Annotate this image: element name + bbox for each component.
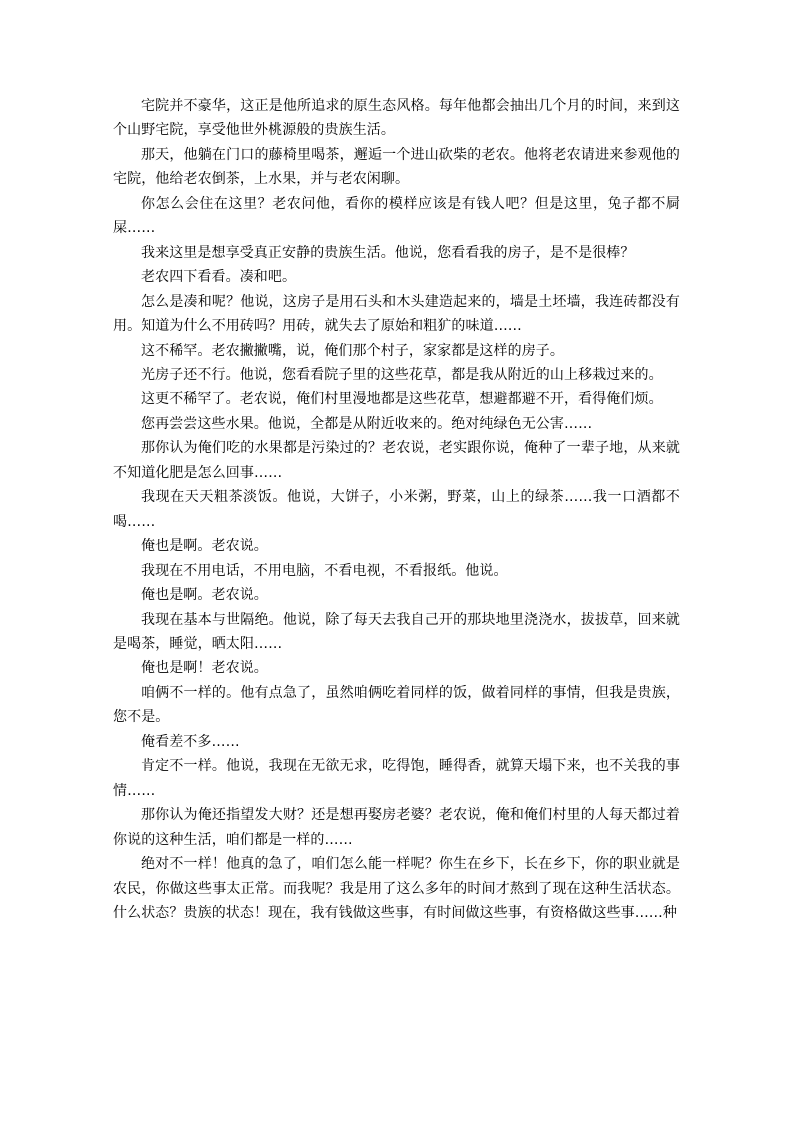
- paragraph: 老农四下看看。凑和吧。: [141, 269, 297, 286]
- paragraph: 俺也是啊！老农说。: [141, 660, 268, 677]
- paragraph: 宅院并不豪华，这正是他所追求的原生态风格。每年他都会抽出几个月的时间，来到这个山野宅院，享受他世外桃源般的贵族生活。: [113, 98, 680, 139]
- paragraph: 我现在基本与世隔绝。他说，除了每天去我自己开的那块地里浇浇水，拔拔草，回来就是喝茶，睡觉，晒太阳……: [113, 611, 680, 652]
- paragraph: 那你认为俺们吃的水果都是污染过的？老农说，老实跟你说，俺种了一辈子地，从来就不知道化肥是怎么回事……: [113, 440, 680, 481]
- paragraph: 俺也是啊。老农说。: [141, 587, 268, 604]
- paragraph: 我现在天天粗茶淡饭。他说，大饼子，小米粥，野菜，山上的绿茶……我一口酒都不喝……: [113, 489, 680, 530]
- story-body: [113, 94, 680, 925]
- paragraph: 咱俩不一样的。他有点急了，虽然咱俩吃着同样的饭，做着同样的事情，但我是贵族，您不是。: [113, 684, 680, 726]
- paragraph: 那天，他躺在门口的藤椅里喝茶，邂逅一个进山砍柴的老农。他将老农请进来参观他的宅院，他给老农倒茶，上水果，并与老农闲聊。: [113, 146, 680, 188]
- paragraph: 绝对不一样！他真的急了，咱们怎么能一样呢？你生在乡下，长在乡下，你的职业就是农民，你做这些事太正常。而我呢？我是用了这么多年的时间才熬到了现在这种生活状态。什么状态？贵族的状态！现在，我有钱做这些事，有时间做这些事，有资格做这些事……种: [113, 856, 680, 921]
- paragraph: 您再尝尝这些水果。他说，全都是从附近收来的。绝对纯绿色无公害……: [141, 415, 593, 432]
- paragraph: 这更不稀罕了。老农说，俺们村里漫地都是这些花草，想避都避不开，看得俺们烦。: [141, 391, 663, 408]
- paragraph: 你怎么会住在这里？老农问他，看你的模样应该是有钱人吧？但是这里，兔子都不屙屎……: [113, 195, 680, 237]
- paragraph: 俺也是啊。老农说。: [141, 538, 268, 555]
- paragraph: 光房子还不行。他说，您看看院子里的这些花草，都是我从附近的山上移栽过来的。: [141, 366, 663, 383]
- paragraph: 怎么是凑和呢？他说，这房子是用石头和木头建造起来的，墙是土坯墙，我连砖都没有用。知道为什么不用砖吗？用砖，就失去了原始和粗犷的味道……: [113, 293, 680, 335]
- paragraph: 那你认为俺还指望发大财？还是想再娶房老婆？老农说，俺和俺们村里的人每天都过着你说的这种生活，咱们都是一样的……: [113, 807, 680, 848]
- paragraph: 俺看差不多……: [141, 733, 240, 750]
- paragraph: 我来这里是想享受真正安静的贵族生活。他说，您看看我的房子，是不是很棒？: [141, 244, 635, 261]
- paragraph: 肯定不一样。他说，我现在无欲无求，吃得饱，睡得香，就算天塌下来，也不关我的事情……: [113, 758, 680, 799]
- paragraph: 我现在不用电话，不用电脑，不看电视，不看报纸。他说。: [141, 562, 508, 579]
- paragraph: 这不稀罕。老农撇撇嘴，说，俺们那个村子，家家都是这样的房子。: [141, 342, 564, 359]
